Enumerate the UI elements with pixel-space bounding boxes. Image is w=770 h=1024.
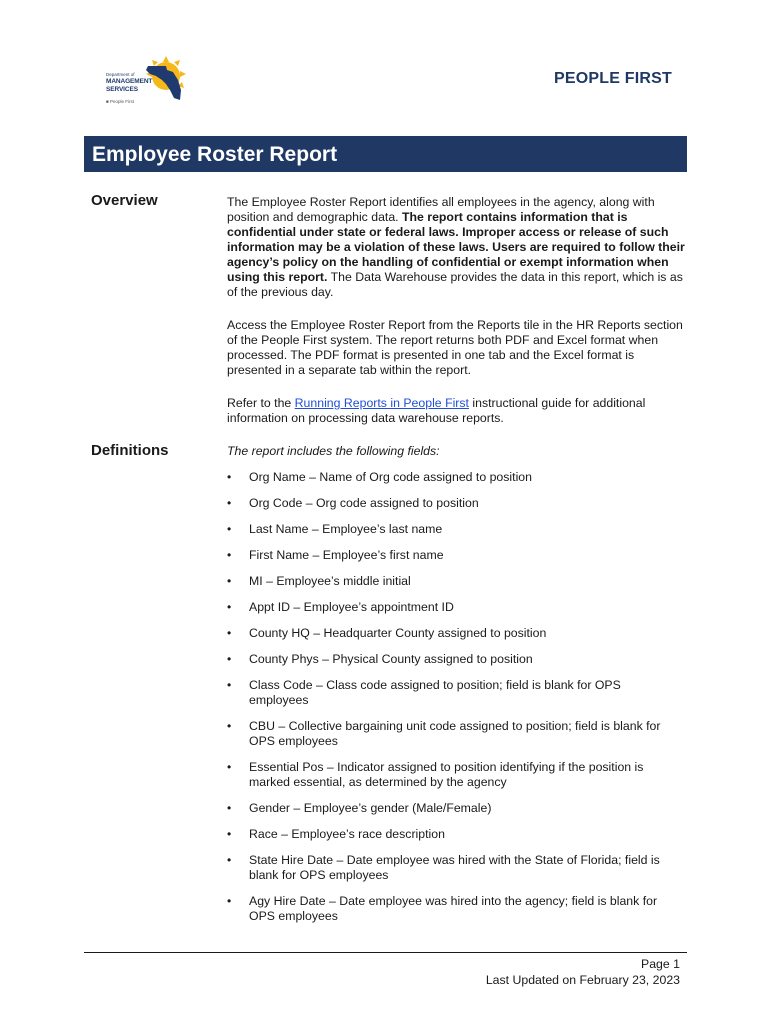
list-item: • CBU – Collective bargaining unit code assigned to position; field is blank for OPS employees	[227, 719, 682, 749]
logo-line-2: MANAGEMENT	[106, 78, 153, 85]
overview-heading: Overview	[91, 192, 158, 209]
list-item: • Org Code – Org code assigned to position	[227, 496, 682, 511]
definitions-heading: Definitions	[91, 442, 169, 459]
list-item: • Last Name – Employee’s last name	[227, 522, 682, 537]
list-item: • Essential Pos – Indicator assigned to position identifying if the position is marked essential, as determined by the agency	[227, 760, 682, 790]
overview-paragraph-1: The Employee Roster Report identifies all employees in the agency, along with position and demographic data. The report contains information that is confidential under state or federal laws. Improper access or release of such information may be a violation of these laws. Users are required to follow their agency’s policy on the handling of confidential or exempt information when using this report. The Data Warehouse provides the data in this report, which is as of the previous day.	[227, 195, 685, 299]
footer-divider	[84, 952, 687, 953]
list-item: • First Name – Employee’s first name	[227, 548, 682, 563]
page-number: Page 1	[641, 957, 680, 971]
list-item: • MI – Employee’s middle initial	[227, 574, 682, 589]
overview-section	[227, 195, 687, 426]
logo-wordmark	[106, 78, 152, 93]
list-item: • Appt ID – Employee’s appointment ID	[227, 600, 682, 615]
list-item: • County Phys – Physical County assigned to position	[227, 652, 682, 667]
dms-logo	[104, 54, 190, 106]
definitions-intro-wrap	[227, 444, 687, 459]
list-item: • State Hire Date – Date employee was hired with the State of Florida; field is blank for OPS employees	[227, 853, 682, 883]
logo-tagline: ■ People First	[106, 99, 134, 104]
field-list	[227, 470, 682, 935]
list-item: • Class Code – Class code assigned to position; field is blank for OPS employees	[227, 678, 682, 708]
page-title: Employee Roster Report	[92, 143, 338, 166]
list-item: • Race – Employee’s race description	[227, 827, 682, 842]
page-footer	[486, 956, 680, 988]
running-reports-link[interactable]: Running Reports in People First	[294, 396, 469, 410]
list-item: • County HQ – Headquarter County assigned to position	[227, 626, 682, 641]
overview-paragraph-2: Access the Employee Roster Report from the Reports tile in the HR Reports section of the People First system. The report returns both PDF and Excel format when processed. The PDF format is presented in one tab and the Excel format is presented in a separate tab within the report.	[227, 318, 683, 377]
definitions-intro: The report includes the following fields:	[227, 444, 440, 458]
logo-line-3: SERVICES	[106, 85, 138, 93]
list-item: • Org Name – Name of Org code assigned to position	[227, 470, 682, 485]
last-updated: Last Updated on February 23, 2023	[485, 973, 680, 987]
overview-paragraph-3: Refer to the Running Reports in People First instructional guide for additional information on processing data warehouse reports.	[227, 396, 646, 425]
list-item: • Agy Hire Date – Date employee was hired into the agency; field is blank for OPS employees	[227, 894, 682, 924]
confidentiality-notice: The report contains information that is confidential under state or federal laws. Improper access or release of such information may be a violation of these laws. Users are required to follow their agency’s policy on the handling of confidential or exempt information when using this report.	[227, 210, 685, 284]
list-item: • Gender – Employee’s gender (Male/Female)	[227, 801, 682, 816]
title-bar	[84, 136, 687, 172]
brand-label: PEOPLE FIRST	[554, 70, 672, 87]
logo-line-1: Department of	[106, 72, 135, 77]
